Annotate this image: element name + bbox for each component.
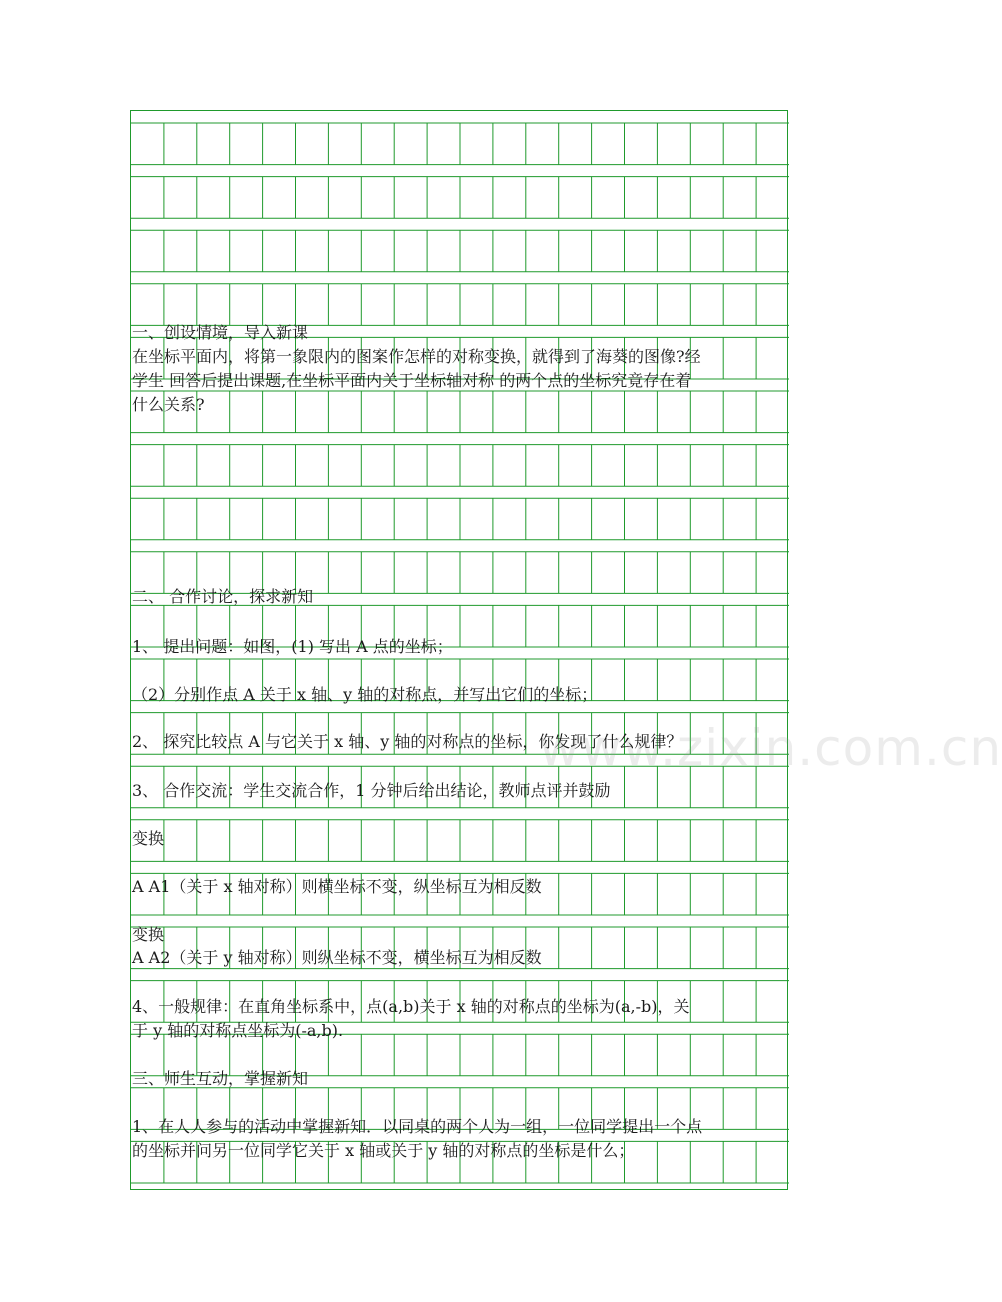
paragraph-line: 在坐标平面内，将第一象限内的图案作怎样的对称变换，就得到了海葵的图像?经 xyxy=(132,347,701,366)
paragraph-line: 什么关系? xyxy=(132,395,205,414)
grid-paper-page xyxy=(130,110,1002,1190)
list-item: 3、 合作交流：学生交流合作，1 分钟后给出结论，教师点评并鼓励 xyxy=(132,781,611,800)
watermark: www.zixin.com.cn xyxy=(539,719,1002,777)
label-transform: 变换 xyxy=(132,925,165,944)
list-item: 1、 提出问题：如图，(1) 写出 A 点的坐标； xyxy=(132,637,453,656)
list-item: （2）分别作点 A 关于 x 轴、y 轴的对称点，并写出它们的坐标； xyxy=(132,685,598,704)
rule-line: A A1（关于 x 轴对称）则横坐标不变，纵坐标互为相反数 xyxy=(132,877,542,896)
paragraph-line: 的坐标并问另一位同学它关于 x 轴或关于 y 轴的对称点的坐标是什么； xyxy=(132,1141,635,1160)
list-item: 2、 探究比较点 A 与它关于 x 轴、y 轴的对称点的坐标，你发现了什么规律？ xyxy=(132,732,683,751)
paragraph-line: 学生 回答后提出课题,在坐标平面内关于坐标轴对称 的两个点的坐标究竟存在着 xyxy=(132,371,692,390)
paragraph-line: 4、一般规律：在直角坐标系中，点(a,b)关于 x 轴的对称点的坐标为(a,-b)，关 xyxy=(132,997,690,1016)
paragraph-line: 于 y 轴的对称点坐标为(-a,b). xyxy=(132,1021,344,1040)
paragraph-line: 1、在人人参与的活动中掌握新知．以同桌的两个人为一组，一位同学提出一个点 xyxy=(132,1117,703,1136)
section-heading-3: 三、师生互动，掌握新知 xyxy=(132,1069,309,1088)
section-heading-1: 一、创设情境，导入新课 xyxy=(132,323,309,342)
section-heading-2: 二、 合作讨论，探求新知 xyxy=(132,587,314,606)
label-transform: 变换 xyxy=(132,829,165,848)
rule-line: A A2（关于 y 轴对称）则纵坐标不变，横坐标互为相反数 xyxy=(132,948,542,967)
